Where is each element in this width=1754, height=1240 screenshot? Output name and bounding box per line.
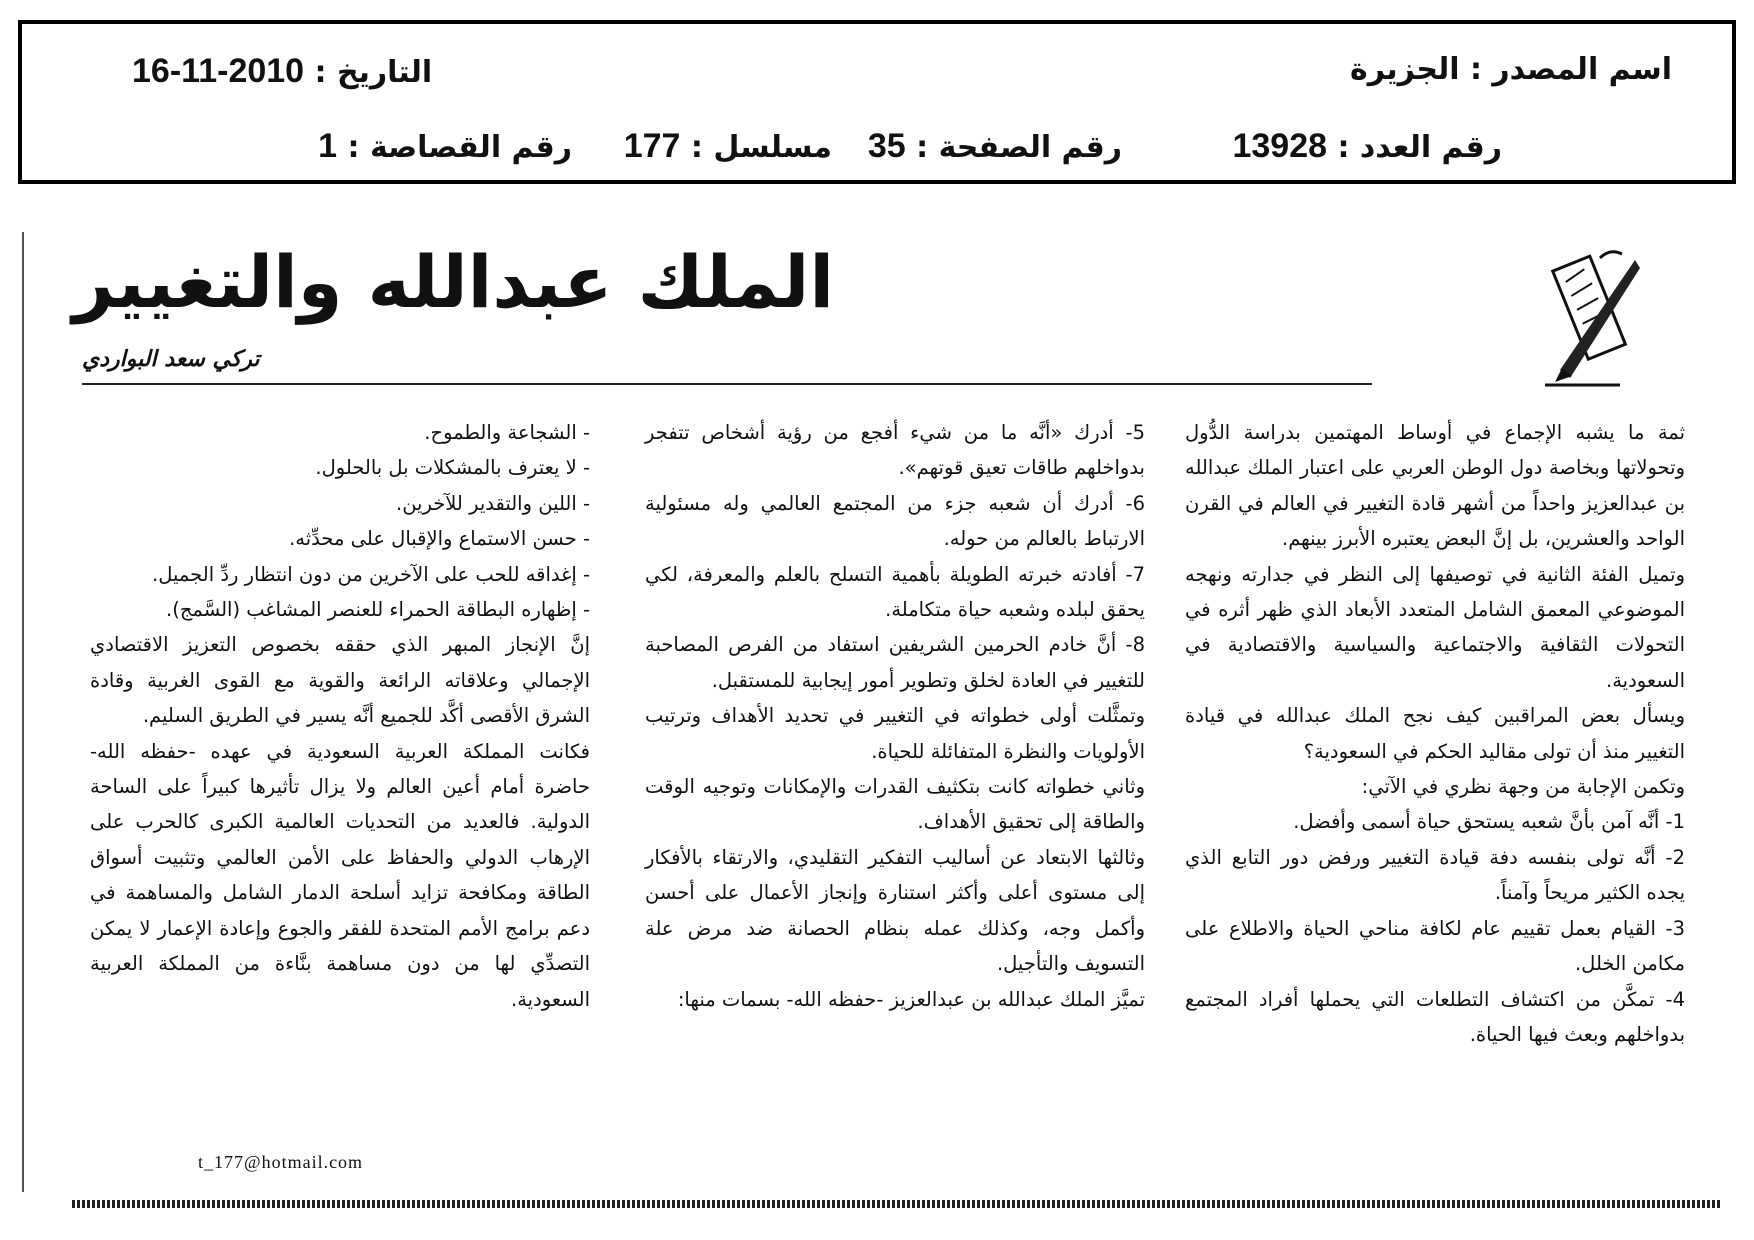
list-item: 3- القيام بعمل تقييم عام لكافة مناحي الحياة والاطلاع على مكامن الخلل. bbox=[1185, 916, 1685, 976]
list-item: 8- أنَّ خادم الحرمين الشريفين استفاد من الفرص المصاحبة للتغيير في العادة لخلق وتطوير أمور إيجابية للمستقبل. bbox=[645, 633, 1145, 692]
paragraph: وتمثَّلت أولى خطواته في التغيير في تحديد الأهداف وترتيب الأولويات والنظرة المتفائلة للحياة. bbox=[645, 704, 1145, 763]
paragraph: وتميل الفئة الثانية في توصيفها إلى النظر في جدارته ونهجه الموضوعي المعمق الشامل المتعدد الأبعاد الذي ظهر أثره في التحولات الثقافية والاجتماعية والسياسية والاقتصادية في السعودية. bbox=[1185, 562, 1685, 692]
page-field bbox=[868, 127, 1122, 166]
list-item: 1- أنَّه آمن بأنَّ شعبه يستحق حياة أسمى وأفضل. bbox=[1293, 810, 1685, 834]
serial-value: 177 bbox=[623, 127, 681, 165]
article-column-3 bbox=[90, 415, 590, 1017]
serial-label: مسلسل : bbox=[690, 130, 832, 165]
paragraph: ويسأل بعض المراقبين كيف نجح الملك عبدالله في قيادة التغيير منذ أن تولى مقاليد الحكم في السعودية؟ bbox=[1185, 704, 1685, 763]
list-item: 2- أنَّه تولى بنفسه دفة قيادة التغيير ورفض دور التابع الذي يجده الكثير مريحاً وآمناً. bbox=[1185, 845, 1685, 905]
list-item: - الشجاعة والطموح. bbox=[424, 421, 590, 444]
list-item: - حسن الاستماع والإقبال على محدِّثه. bbox=[289, 527, 590, 551]
clipping-field bbox=[318, 127, 572, 166]
clipping-value: 1 bbox=[318, 127, 338, 165]
date-field bbox=[132, 52, 432, 91]
author-name: تركي سعد البواردي bbox=[82, 347, 260, 372]
page-value: 35 bbox=[867, 127, 906, 165]
paragraph: وثالثها الابتعاد عن أساليب التفكير التقليدي، والارتقاء بالأفكار إلى مستوى أعلى وأكثر استنارة وإنجاز الأعمال على أحسن وأكمل وجه، وكذلك عمله بنظام الحصانة ضد مرض علة التسويف والتأجيل. bbox=[645, 845, 1145, 976]
page-label: رقم الصفحة : bbox=[916, 130, 1122, 165]
list-item: - إغداقه للحب على الآخرين من دون انتظار ردِّ الجميل. bbox=[152, 562, 590, 586]
date-label: التاريخ : bbox=[314, 55, 433, 90]
paragraph: تميَّز الملك عبدالله بن عبدالعزيز -حفظه الله- بسمات منها: bbox=[677, 987, 1145, 1011]
paragraph: وتكمن الإجابة من وجهة نظري في الآتي: bbox=[1361, 775, 1685, 799]
author-email: t_177@hotmail.com bbox=[198, 1152, 364, 1172]
article-title: الملك عبدالله والتغيير bbox=[72, 240, 834, 324]
bottom-rule bbox=[72, 1200, 1722, 1208]
serial-field bbox=[624, 127, 832, 166]
date-value: 2010-11-16 bbox=[132, 52, 305, 90]
list-item: - لا يعترف بالمشكلات بل بالحلول. bbox=[315, 456, 590, 480]
pen-column-logo-icon bbox=[1540, 240, 1650, 390]
paragraph: ثمة ما يشبه الإجماع في أوساط المهتمين بدراسة الدُّول وتحولاتها وبخاصة دول الوطن العربي على اعتبار الملك عبدالله بن عبدالعزيز واحداً من أشهر قادة التغيير في العالم في القرن الواحد والعشرين، بل إنَّ البعض يعتبره الأبرز بينهم. bbox=[1185, 421, 1685, 551]
list-item: - إظهاره البطاقة الحمراء للعنصر المشاغب (السَّمج). bbox=[166, 598, 590, 622]
list-item: 7- أفادته خبرته الطويلة بأهمية التسلح بالعلم والمعرفة، لكي يحقق لبلده وشعبه حياة متكاملة. bbox=[645, 562, 1145, 622]
issue-field bbox=[1232, 127, 1502, 166]
list-item: 4- تمكَّن من اكتشاف التطلعات التي يحملها أفراد المجتمع بدواخلهم وبعث فيها الحياة. bbox=[1185, 987, 1685, 1046]
document-info-header bbox=[18, 20, 1736, 184]
clipping-label: رقم القصاصة : bbox=[347, 130, 572, 165]
article-column-1 bbox=[1185, 415, 1685, 1052]
paragraph: إنَّ الإنجاز المبهر الذي حققه بخصوص التعزيز الاقتصادي الإجمالي وعلاقاته الرائعة والقوية مع القوى الغربية وقادة الشرق الأقصى أكَّد للجميع أنَّه يسير في الطريق السليم. bbox=[90, 633, 590, 728]
list-item: 5- أدرك «أنَّه ما من شيء أفجع من رؤية أشخاص تتفجر بدواخلهم طاقات تعيق قوتهم». bbox=[645, 421, 1145, 480]
source-field bbox=[1350, 52, 1672, 87]
source-label: اسم المصدر : bbox=[1469, 52, 1672, 87]
source-value: الجزيرة bbox=[1350, 52, 1460, 87]
article-column-2 bbox=[645, 415, 1145, 1017]
list-item: 6- أدرك أن شعبه جزء من المجتمع العالمي وله مسئولية الارتباط بالعالم من حوله. bbox=[645, 491, 1145, 551]
list-item: - اللين والتقدير للآخرين. bbox=[396, 491, 590, 515]
left-margin-rule bbox=[22, 232, 24, 1192]
paragraph: فكانت المملكة العربية السعودية في عهده -حفظه الله- حاضرة أمام أعين العالم ولا يزال تأثيرها كبيراً على الساحة الدولية. فالعديد من التحديات العالمية الكبرى كالحرب على الإرهاب الدولي والحفاظ على الأمن العالمي وتثبيت أسواق الطاقة ومكافحة تزايد أسلحة الدمار الشامل والمساهمة في دعم برامج الأمم المتحدة للفقر والجوع وإعادة الإعمار لا يمكن التصدِّي لها من دون مساهمة بنَّاءة من المملكة العربية السعودية. bbox=[90, 739, 590, 1011]
issue-value: 13928 bbox=[1232, 127, 1328, 165]
issue-label: رقم العدد : bbox=[1337, 130, 1502, 165]
author-underline bbox=[82, 383, 1372, 385]
paragraph: وثاني خطواته كانت بتكثيف القدرات والإمكانات وتوجيه الوقت والطاقة إلى تحقيق الأهداف. bbox=[645, 775, 1145, 834]
